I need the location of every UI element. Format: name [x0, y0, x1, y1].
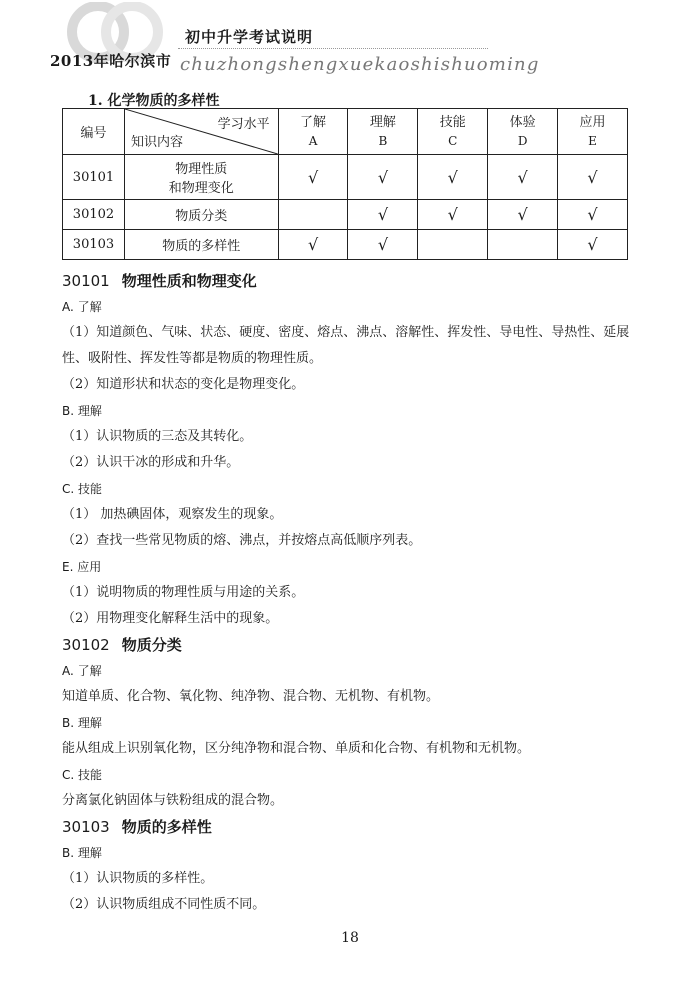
learning-level-table	[62, 108, 628, 260]
level-label: B. 理解	[62, 716, 102, 730]
header-title: 初中升学考试说明	[185, 28, 314, 46]
subsection-title: 物质的多样性	[121, 818, 212, 836]
text-line: （2）认识物质组成不同性质不同。	[62, 897, 266, 912]
text-line: （2）查找一些常见物质的熔、沸点，并按熔点高低顺序列表。	[62, 533, 422, 548]
check-mark	[278, 200, 348, 230]
table-header-row	[63, 109, 628, 155]
table-row	[63, 200, 628, 230]
check-mark: √	[348, 230, 418, 260]
col-id-header: 编号	[63, 109, 125, 155]
level-label: C. 技能	[62, 768, 103, 782]
check-mark: √	[418, 200, 488, 230]
level-label: B. 理解	[62, 846, 102, 860]
row-content-line: 和物理变化	[168, 181, 234, 196]
subsection-title: 物质分类	[121, 636, 182, 654]
level-header	[488, 109, 558, 155]
level-code: E	[588, 133, 597, 148]
check-mark: √	[488, 200, 558, 230]
section-heading: 1. 化学物质的多样性	[88, 93, 220, 109]
level-name: 体验	[509, 114, 536, 130]
check-mark: √	[558, 200, 628, 230]
check-mark: √	[348, 200, 418, 230]
level-label: A. 了解	[62, 664, 102, 678]
level-name: 理解	[369, 114, 396, 130]
row-content-line: 物理性质	[175, 162, 228, 177]
level-code: C	[448, 133, 458, 148]
table-row	[63, 230, 628, 260]
text-line: （1）说明物质的物理性质与用途的关系。	[62, 585, 305, 600]
body-text	[62, 268, 632, 918]
level-label: E. 应用	[62, 560, 102, 574]
year-city-label: 2013年哈尔滨市	[50, 52, 172, 70]
check-mark: √	[558, 230, 628, 260]
subsection-title: 物理性质和物理变化	[121, 272, 257, 290]
level-header	[418, 109, 488, 155]
text-line: 分离氯化钠固体与铁粉组成的混合物。	[62, 793, 284, 808]
row-id: 30101	[63, 155, 125, 200]
subsection-code: 30102	[62, 636, 110, 654]
level-name: 应用	[579, 114, 606, 130]
diagonal-header-cell	[124, 109, 278, 155]
level-name: 了解	[300, 114, 327, 130]
text-line: （1）知道颜色、气味、状态、硬度、密度、熔点、沸点、溶解性、挥发性、导电性、导热性、延展性、吸附性、挥发性等都是物质的物理性质。	[62, 325, 630, 366]
content-axis-label: 知识内容	[130, 135, 183, 150]
header-divider	[178, 48, 488, 49]
check-mark	[488, 230, 558, 260]
row-content	[124, 155, 278, 200]
text-line: 知道单质、化合物、氧化物、纯净物、混合物、无机物、有机物。	[62, 689, 440, 704]
subsection-heading	[62, 814, 632, 840]
level-name: 技能	[439, 114, 466, 130]
check-mark: √	[278, 230, 348, 260]
text-line: （2）用物理变化解释生活中的现象。	[62, 611, 279, 626]
level-code: B	[378, 133, 388, 148]
table-row	[63, 155, 628, 200]
check-mark: √	[558, 155, 628, 200]
level-axis-label: 学习水平	[217, 117, 270, 132]
subsection-heading	[62, 268, 632, 294]
page-number: 18	[341, 930, 359, 946]
level-label: C. 技能	[62, 482, 103, 496]
row-content: 物质分类	[124, 200, 278, 230]
header-pinyin: chuzhongshengxuekaoshishuoming	[180, 54, 540, 75]
check-mark: √	[418, 155, 488, 200]
check-mark: √	[278, 155, 348, 200]
level-code: D	[517, 133, 528, 148]
subsection-code: 30103	[62, 818, 110, 836]
text-line: （1）认识物质的多样性。	[62, 871, 214, 886]
subsection-code: 30101	[62, 272, 110, 290]
level-label: A. 了解	[62, 300, 102, 314]
level-label: B. 理解	[62, 404, 102, 418]
text-line: 能从组成上识别氧化物，区分纯净物和混合物、单质和化合物、有机物和无机物。	[62, 741, 531, 756]
text-line: （2）认识干冰的形成和升华。	[62, 455, 240, 470]
check-mark: √	[348, 155, 418, 200]
text-line: （1） 加热碘固体，观察发生的现象。	[62, 507, 283, 522]
text-line: （1）认识物质的三态及其转化。	[62, 429, 253, 444]
check-mark	[418, 230, 488, 260]
level-header	[278, 109, 348, 155]
level-header	[558, 109, 628, 155]
level-header	[348, 109, 418, 155]
row-id: 30102	[63, 200, 125, 230]
page-header	[0, 0, 700, 90]
level-code: A	[308, 133, 318, 148]
text-line: （2）知道形状和状态的变化是物理变化。	[62, 377, 305, 392]
row-id: 30103	[63, 230, 125, 260]
subsection-heading	[62, 632, 632, 658]
check-mark: √	[488, 155, 558, 200]
row-content: 物质的多样性	[124, 230, 278, 260]
